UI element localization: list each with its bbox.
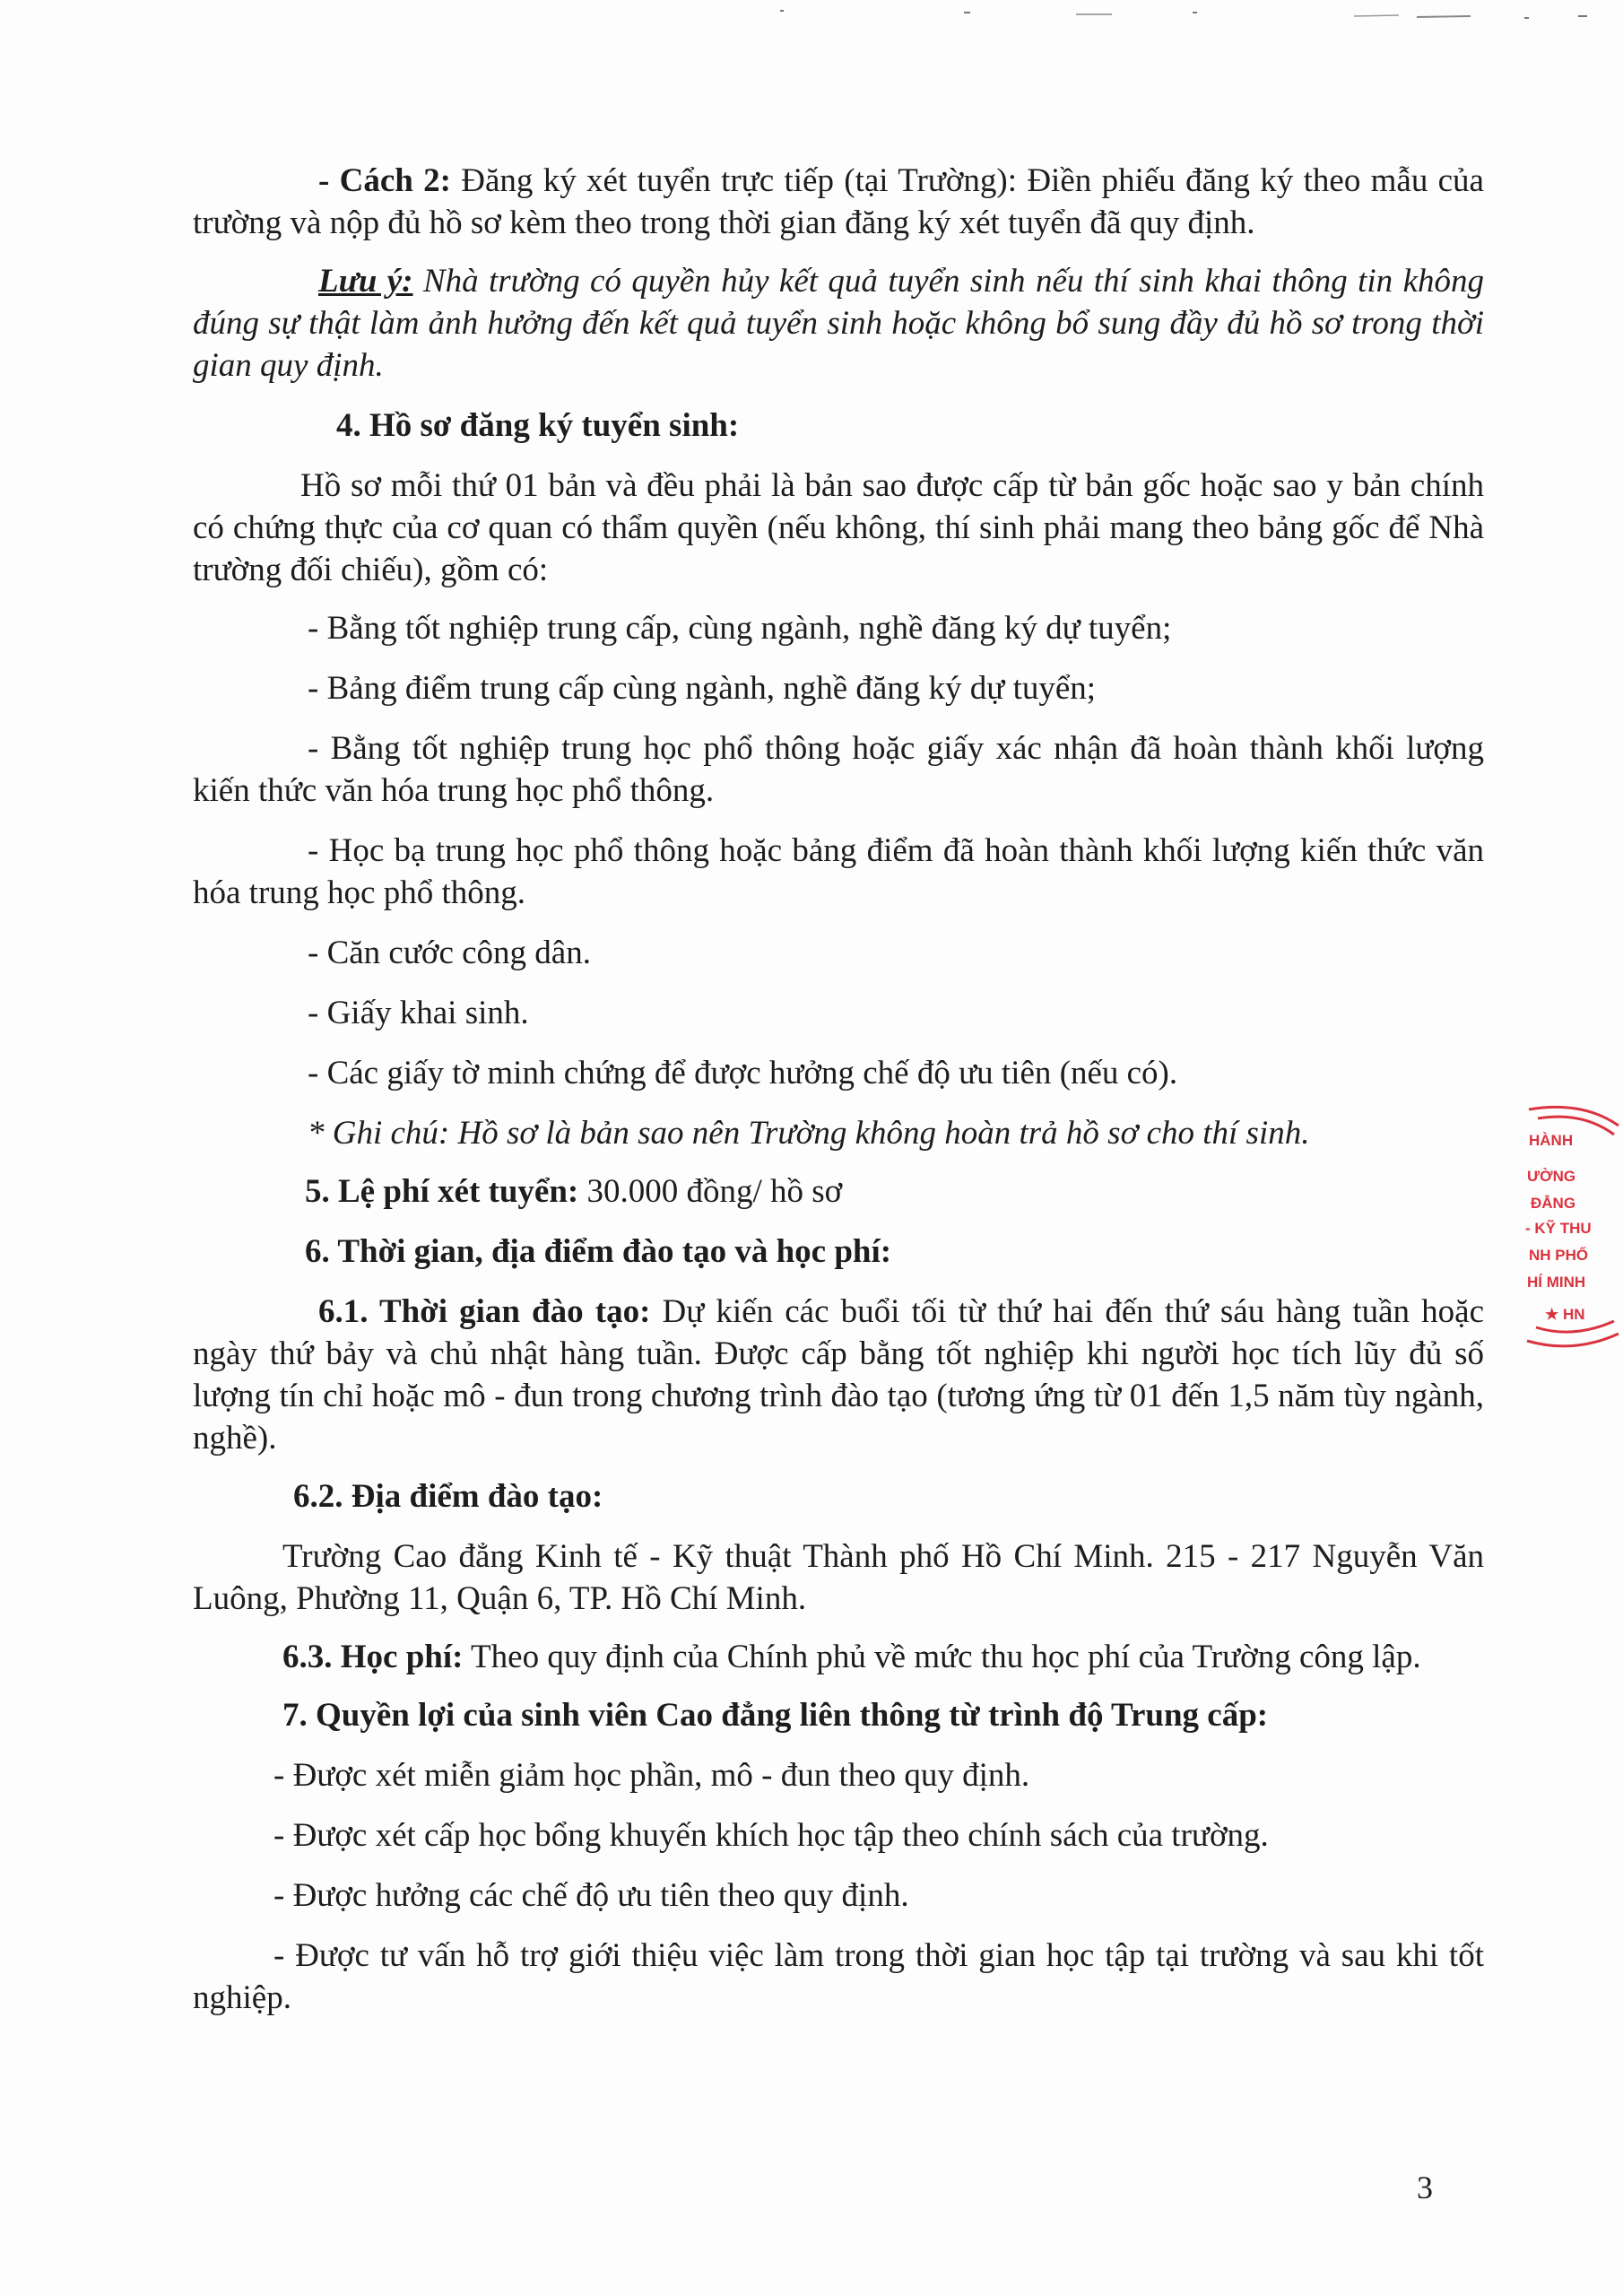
section-4-heading: 4. Hồ sơ đăng ký tuyển sinh: — [336, 407, 740, 444]
section-5-fee — [193, 1170, 1484, 1213]
section-6-heading: 6. Thời gian, địa điểm đào tạo và học phí: — [305, 1233, 892, 1270]
document-item: - Bằng tốt nghiệp trung cấp, cùng ngành, nghề đăng ký dự tuyển; — [308, 610, 1172, 647]
method-2-label: - Cách 2: — [318, 162, 451, 199]
benefit-item: - Được xét miễn giảm học phần, mô - đun theo quy định. — [273, 1757, 1030, 1794]
svg-text:ĐẲNG: ĐẲNG — [1531, 1195, 1576, 1212]
document-item: - Bảng điểm trung cấp cùng ngành, nghề đăng ký dự tuyển; — [308, 670, 1097, 707]
document-item: - Giấy khai sinh. — [308, 995, 529, 1031]
section-6-2-heading: 6.2. Địa điểm đào tạo: — [293, 1478, 603, 1515]
svg-text:NH PHỐ: NH PHỐ — [1529, 1247, 1589, 1264]
note-paragraph — [193, 260, 1484, 387]
tuition-text: Theo quy định của Chính phủ về mức thu học phí của Trường công lập. — [463, 1639, 1421, 1675]
training-time-text: Dự kiến các buổi tối từ thứ hai đến thứ sáu hàng tuần hoặc ngày thứ bảy và chủ nhật hàng tuần. Được cấp bằng tốt nghiệp khi người học tích lũy đủ số lượng tín chỉ hoặc mô - đun trong chương trình đào tạo (tương ứng từ 01 đến 1,5 năm tùy ngành, nghề). — [193, 1293, 1485, 1457]
dossier-remark: * Ghi chú: Hồ sơ là bản sao nên Trường không hoàn trả hồ sơ cho thí sinh. — [308, 1115, 1310, 1152]
fee-label: 5. Lệ phí xét tuyển: — [305, 1173, 579, 1210]
document-item: - Học bạ trung học phổ thông hoặc bảng điểm đã hoàn thành khối lượng kiến thức văn hóa trung học phổ thông. — [193, 832, 1484, 911]
svg-text:HÍ MINH: HÍ MINH — [1527, 1274, 1586, 1291]
training-time-label: 6.1. Thời gian đào tạo: — [318, 1293, 651, 1330]
svg-text:- KỸ THU: - KỸ THU — [1525, 1220, 1592, 1237]
page-number: 3 — [1417, 2170, 1433, 2205]
section-4-intro: Hồ sơ mỗi thứ 01 bản và đều phải là bản sao được cấp từ bản gốc hoặc sao y bản chính có chứng thực của cơ quan có thẩm quyền (nếu không, thí sinh phải mang theo bảng gốc để Nhà trường đối chiếu), gồm có: — [193, 467, 1484, 588]
scan-edge-marks — [0, 0, 1623, 27]
document-body — [193, 160, 1484, 2037]
note-label: Lưu ý: — [318, 263, 413, 300]
document-item: - Các giấy tờ minh chứng để được hưởng chế độ ưu tiên (nếu có). — [308, 1055, 1178, 1091]
fee-value: 30.000 đồng/ hồ sơ — [578, 1173, 843, 1210]
document-item: - Bằng tốt nghiệp trung học phổ thông hoặc giấy xác nhận đã hoàn thành khối lượng kiến thức văn hóa trung học phổ thông. — [193, 730, 1484, 809]
svg-text:★ HN: ★ HN — [1545, 1306, 1585, 1323]
admission-method-2 — [193, 160, 1484, 244]
svg-text:ƯỜNG: ƯỜNG — [1527, 1168, 1576, 1185]
note-text: Nhà trường có quyền hủy kết quả tuyển sinh nếu thí sinh khai thông tin không đúng sự thật làm ảnh hưởng đến kết quả tuyển sinh hoặc không bổ sung đầy đủ hồ sơ trong thời gian quy định. — [193, 263, 1484, 384]
section-7-heading: 7. Quyền lợi của sinh viên Cao đẳng liên thông từ trình độ Trung cấp: — [282, 1697, 1269, 1734]
training-location-text: Trường Cao đẳng Kinh tế - Kỹ thuật Thành phố Hồ Chí Minh. 215 - 217 Nguyễn Văn Luông, Phường 11, Quận 6, TP. Hồ Chí Minh. — [193, 1538, 1484, 1617]
official-seal-stamp — [1520, 1099, 1623, 1368]
svg-text:HÀNH: HÀNH — [1529, 1132, 1574, 1149]
section-6-3 — [193, 1636, 1484, 1678]
benefit-item: - Được hưởng các chế độ ưu tiên theo quy định. — [273, 1877, 909, 1914]
method-2-text: Đăng ký xét tuyển trực tiếp (tại Trường): Điền phiếu đăng ký theo mẫu của trường và nộp đủ hồ sơ kèm theo trong thời gian đăng ký xét tuyển đã quy định. — [193, 162, 1484, 241]
benefit-item: - Được xét cấp học bổng khuyến khích học tập theo chính sách của trường. — [273, 1817, 1269, 1854]
section-6-1 — [193, 1291, 1484, 1459]
tuition-label: 6.3. Học phí: — [282, 1639, 464, 1675]
document-item: - Căn cước công dân. — [308, 935, 591, 971]
benefit-item: - Được tư vấn hỗ trợ giới thiệu việc làm trong thời gian học tập tại trường và sau khi tốt nghiệp. — [193, 1937, 1484, 2016]
